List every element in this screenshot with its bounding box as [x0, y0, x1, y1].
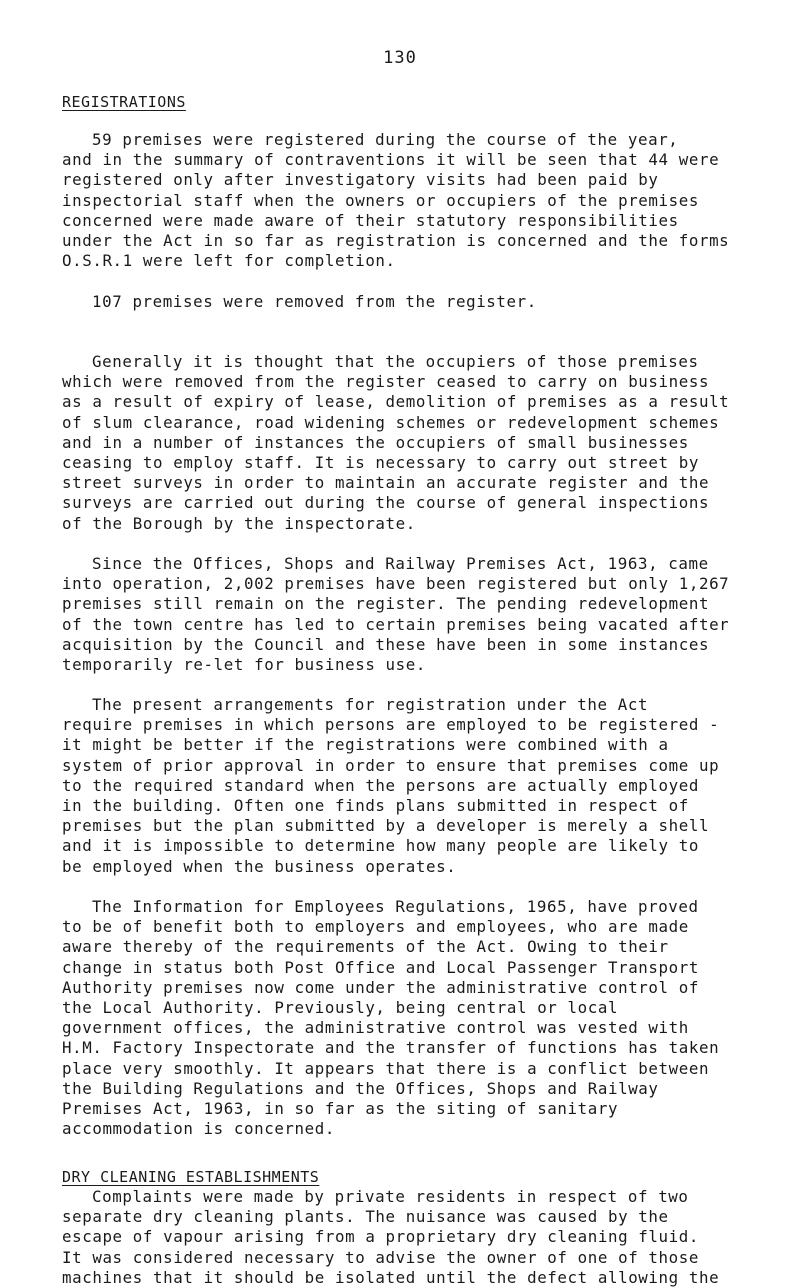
text-line: 59 premises were registered during the course of the year, — [92, 130, 679, 149]
text-line: inspectorial staff when the owners or occupiers of the premises — [62, 190, 699, 210]
text-line: acquisition by the Council and these have been in some instances — [62, 634, 710, 654]
text-line: escape of vapour arising from a proprietary dry cleaning fluid. — [62, 1227, 699, 1247]
page-number: 130 — [383, 48, 417, 68]
text-line: concerned were made aware of their statutory responsibilities — [62, 210, 679, 230]
text-line: to be of benefit both to employers and employees, who are made — [62, 917, 689, 937]
text-line: accommodation is concerned. — [62, 1119, 335, 1139]
text-line: to the required standard when the persons are actually employed — [62, 775, 699, 795]
text-line: it might be better if the registrations were combined with a — [62, 735, 669, 755]
text-line: as a result of expiry of lease, demolition of premises as a result — [62, 392, 730, 412]
text-line: H.M. Factory Inspectorate and the transfer of functions has taken — [62, 1038, 720, 1058]
text-line: government offices, the administrative control was vested with — [62, 1018, 689, 1038]
text-line: machines that it should be isolated until the defect allowing the — [62, 1267, 720, 1287]
text-line: which were removed from the register ceased to carry on business — [62, 372, 710, 392]
text-line: It was considered necessary to advise the owner of one of those — [62, 1247, 699, 1267]
text-line: the Building Regulations and the Offices, Shops and Railway — [62, 1078, 659, 1098]
text-line: ceasing to employ staff. It is necessary to carry out street by — [62, 453, 699, 473]
text-line: require premises in which persons are employed to be registered - — [62, 715, 720, 735]
section-heading-registrations: REGISTRATIONS — [62, 93, 186, 111]
text-line: be employed when the business operates. — [62, 856, 457, 876]
text-line: and in a number of instances the occupiers of small businesses — [62, 432, 689, 452]
text-line: The Information for Employees Regulations, 1965, have proved — [92, 897, 699, 916]
text-line: The present arrangements for registration under the Act — [92, 695, 649, 714]
text-line: place very smoothly. It appears that there is a conflict between — [62, 1058, 710, 1078]
text-line: and it is impossible to determine how many people are likely to — [62, 836, 699, 856]
text-line: premises still remain on the register. The pending redevelopment — [62, 594, 710, 614]
text-line: O.S.R.1 were left for completion. — [62, 251, 396, 271]
paragraph — [62, 292, 762, 312]
text-line: into operation, 2,002 premises have been registered but only 1,267 — [62, 574, 730, 594]
text-line: Since the Offices, Shops and Railway Premises Act, 1963, came — [92, 554, 709, 573]
text-line: registered only after investigatory visits had been paid by — [62, 170, 659, 190]
text-line: Premises Act, 1963, in so far as the siting of sanitary — [62, 1099, 619, 1119]
text-line: of the town centre has led to certain premises being vacated after — [62, 614, 730, 634]
paragraph — [62, 554, 762, 675]
text-line: temporarily re-let for business use. — [62, 655, 426, 675]
text-line: 107 premises were removed from the register. — [92, 292, 537, 311]
text-line: in the building. Often one finds plans submitted in respect of — [62, 796, 689, 816]
paragraph — [62, 130, 762, 271]
text-line: surveys are carried out during the course of general inspections — [62, 493, 710, 513]
section-heading-dry-cleaning: DRY CLEANING ESTABLISHMENTS — [62, 1168, 320, 1186]
paragraph — [62, 695, 762, 877]
paragraph — [62, 352, 762, 534]
text-line: Generally it is thought that the occupiers of those premises — [92, 352, 699, 371]
text-line: system of prior approval in order to ensure that premises come up — [62, 755, 720, 775]
text-line: under the Act in so far as registration is concerned and the forms — [62, 231, 730, 251]
paragraph — [62, 897, 762, 1139]
paragraph — [62, 1187, 762, 1288]
text-line: of slum clearance, road widening schemes or redevelopment schemes — [62, 412, 720, 432]
text-line: street surveys in order to maintain an accurate register and the — [62, 473, 710, 493]
text-line: the Local Authority. Previously, being central or local — [62, 998, 619, 1018]
text-line: of the Borough by the inspectorate. — [62, 513, 416, 533]
text-line: Authority premises now come under the administrative control of — [62, 977, 699, 997]
text-line: Complaints were made by private residents in respect of two — [92, 1187, 689, 1206]
text-line: aware thereby of the requirements of the Act. Owing to their — [62, 937, 669, 957]
text-line: change in status both Post Office and Local Passenger Transport — [62, 957, 699, 977]
text-line: separate dry cleaning plants. The nuisance was caused by the — [62, 1207, 669, 1227]
text-line: and in the summary of contraventions it will be seen that 44 were — [62, 150, 720, 170]
text-line: premises but the plan submitted by a developer is merely a shell — [62, 816, 710, 836]
